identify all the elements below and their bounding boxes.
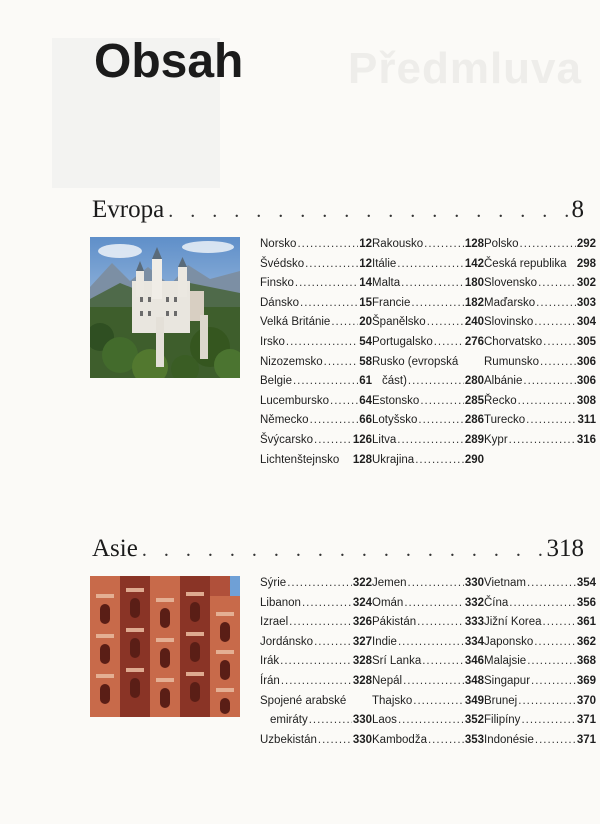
palace-photo	[90, 576, 240, 717]
toc-entry[interactable]: Polsko ..... 292	[484, 235, 596, 255]
dot-leader	[142, 539, 543, 562]
europe-country-list	[260, 235, 596, 470]
asia-column-3	[484, 574, 596, 750]
toc-entry[interactable]: Norsko ..... 12	[260, 235, 372, 255]
toc-entry[interactable]: Kypr ..... 316	[484, 431, 596, 451]
toc-entry[interactable]: Filipíny ..... 371	[484, 711, 596, 731]
section-heading-europe	[92, 196, 584, 224]
toc-entry[interactable]: Japonsko ..... 362	[484, 633, 596, 653]
toc-entry[interactable]: Litva ..... 289	[372, 431, 484, 451]
toc-entry[interactable]: Maďarsko ..... 303	[484, 294, 596, 314]
asia-column-2	[372, 574, 484, 750]
toc-entry[interactable]: Uzbekistán ..... 330	[260, 731, 372, 751]
section-title: Evropa	[92, 196, 165, 223]
toc-entry[interactable]: Čína ..... 356	[484, 594, 596, 614]
page-title: Obsah	[94, 35, 244, 88]
toc-entry[interactable]: Írán ..... 328	[260, 672, 372, 692]
section-page: 318	[546, 535, 584, 562]
toc-entry[interactable]: Lichtenštejnsko 128	[260, 453, 372, 466]
europe-column-3	[484, 235, 596, 470]
toc-entry[interactable]: Rumunsko ..... 306	[484, 353, 596, 373]
toc-entry[interactable]: Malajsie ..... 368	[484, 652, 596, 672]
toc-entry[interactable]: Belgie ..... 61	[260, 372, 372, 392]
toc-entry[interactable]: Vietnam ..... 354	[484, 574, 596, 594]
toc-entry[interactable]: Kambodža ..... 353	[372, 731, 484, 751]
castle-photo	[90, 237, 240, 378]
toc-entry[interactable]: Estonsko ..... 285	[372, 392, 484, 412]
toc-entry[interactable]: Spojené arabské	[260, 694, 347, 707]
toc-entry[interactable]: Německo ..... 66	[260, 411, 372, 431]
toc-entry[interactable]: Albánie ..... 306	[484, 372, 596, 392]
toc-entry[interactable]: Omán ..... 332	[372, 594, 484, 614]
toc-entry[interactable]: Nizozemsko ..... 58	[260, 353, 372, 373]
toc-entry[interactable]: Chorvatsko ..... 305	[484, 333, 596, 353]
toc-entry[interactable]: Švédsko ..... 12	[260, 255, 372, 275]
toc-entry[interactable]: část) ..... 280	[372, 372, 484, 392]
toc-entry[interactable]: Francie ..... 182	[372, 294, 484, 314]
toc-entry[interactable]: Malta ..... 180	[372, 274, 484, 294]
section-title: Asie	[92, 535, 138, 562]
toc-entry[interactable]: Jemen ..... 330	[372, 574, 484, 594]
palace-image	[90, 576, 240, 717]
castle-image	[90, 237, 240, 378]
toc-entry[interactable]: Pákistán ..... 333	[372, 613, 484, 633]
toc-entry[interactable]: Portugalsko ..... 276	[372, 333, 484, 353]
asia-country-list	[260, 574, 596, 750]
toc-entry[interactable]: Finsko ..... 14	[260, 274, 372, 294]
toc-entry[interactable]: Brunej ..... 370	[484, 692, 596, 712]
toc-entry[interactable]: Indie ..... 334	[372, 633, 484, 653]
toc-entry[interactable]: Itálie ..... 142	[372, 255, 484, 275]
toc-entry[interactable]: Rakousko ..... 128	[372, 235, 484, 255]
toc-entry[interactable]: Irák ..... 328	[260, 652, 372, 672]
toc-entry[interactable]: Irsko ..... 54	[260, 333, 372, 353]
toc-entry[interactable]: Turecko ..... 311	[484, 411, 596, 431]
toc-entry[interactable]: Thajsko ..... 349	[372, 692, 484, 712]
toc-entry[interactable]: Izrael ..... 326	[260, 613, 372, 633]
europe-column-1	[260, 235, 372, 470]
toc-entry[interactable]: Lucembursko ..... 64	[260, 392, 372, 412]
toc-entry[interactable]: Rusko (evropská	[372, 355, 459, 368]
toc-entry[interactable]: Slovensko ..... 302	[484, 274, 596, 294]
toc-entry[interactable]: Dánsko ..... 15	[260, 294, 372, 314]
toc-entry[interactable]: Jižní Korea ..... 361	[484, 613, 596, 633]
toc-entry[interactable]: Ukrajina ..... 290	[372, 451, 484, 471]
toc-entry[interactable]: Česká republika 298	[484, 257, 596, 270]
toc-entry[interactable]: Slovinsko ..... 304	[484, 313, 596, 333]
toc-entry[interactable]: Jordánsko ..... 327	[260, 633, 372, 653]
toc-entry[interactable]: Singapur ..... 369	[484, 672, 596, 692]
toc-entry[interactable]: Španělsko ..... 240	[372, 313, 484, 333]
section-heading-asia	[92, 535, 584, 563]
toc-entry[interactable]: Lotyšsko ..... 286	[372, 411, 484, 431]
toc-entry[interactable]: Libanon ..... 324	[260, 594, 372, 614]
faded-heading: Předmluva	[348, 44, 582, 93]
toc-entry[interactable]: Indonésie ..... 371	[484, 731, 596, 751]
section-page: 8	[571, 196, 584, 223]
asia-column-1	[260, 574, 372, 750]
europe-column-2	[372, 235, 484, 470]
toc-entry[interactable]: Srí Lanka ..... 346	[372, 652, 484, 672]
toc-entry[interactable]: Nepál ..... 348	[372, 672, 484, 692]
toc-entry[interactable]: Řecko ..... 308	[484, 392, 596, 412]
toc-entry[interactable]: Švýcarsko ..... 126	[260, 431, 372, 451]
toc-entry[interactable]: emiráty ..... 330	[260, 711, 372, 731]
toc-entry[interactable]: Sýrie ..... 322	[260, 574, 372, 594]
dot-leader	[168, 200, 567, 223]
toc-entry[interactable]: Velká Británie ..... 20	[260, 313, 372, 333]
toc-entry[interactable]: Laos ..... 352	[372, 711, 484, 731]
